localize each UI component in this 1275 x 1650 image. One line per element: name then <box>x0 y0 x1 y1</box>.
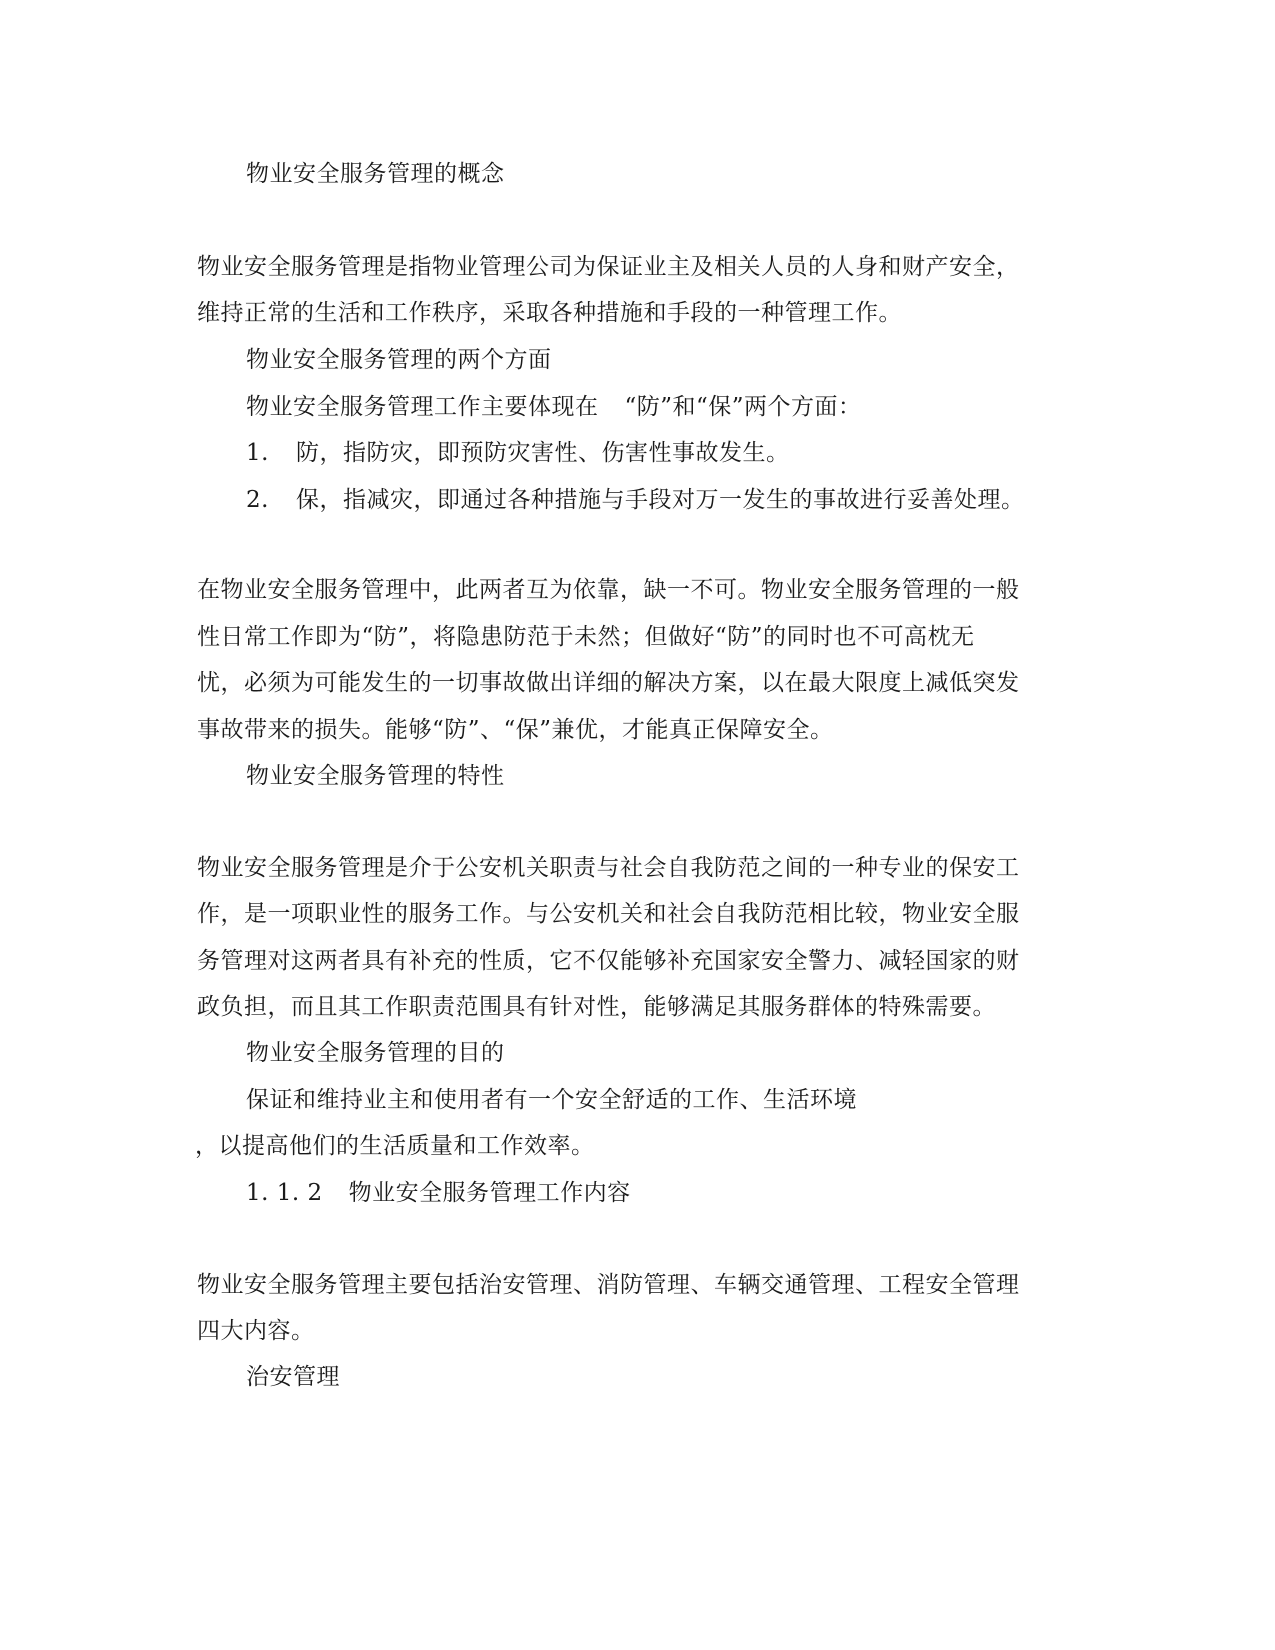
paragraph-line: 事故带来的损失。能够“防”、“保”兼优，才能真正保障安全。 <box>197 717 834 743</box>
paragraph-line: 在物业安全服务管理中，此两者互为依靠，缺一不可。物业安全服务管理的一般 <box>197 577 1020 603</box>
purpose-line: ，以提高他们的生活质量和工作效率。 <box>195 1133 595 1159</box>
paragraph-line: 物业安全服务管理是指物业管理公司为保证业主及相关人员的人身和财产安全， <box>197 254 1020 280</box>
intro-text-part2: “防”和“保”两个方面： <box>624 394 862 420</box>
heading-work-content <box>246 1178 631 1208</box>
paragraph-line: 政负担，而且其工作职责范围具有针对性，能够满足其服务群体的特殊需要。 <box>197 994 996 1020</box>
list-text: 保，指减灾，即通过各种措施与手段对万一发生的事故进行妥善处理。 <box>296 487 1025 513</box>
heading-two-aspects: 物业安全服务管理的两个方面 <box>246 347 552 373</box>
heading-purpose: 物业安全服务管理的目的 <box>246 1040 505 1066</box>
heading-characteristics: 物业安全服务管理的特性 <box>246 763 505 789</box>
heading-public-security: 治安管理 <box>246 1364 340 1390</box>
list-item <box>246 485 1025 515</box>
purpose-line: 保证和维持业主和使用者有一个安全舒适的工作、生活环境 <box>246 1087 857 1113</box>
paragraph-line: 忧，必须为可能发生的一切事故做出详细的解决方案，以在最大限度上减低突发 <box>197 670 1020 696</box>
list-item <box>246 438 790 468</box>
paragraph-line: 维持正常的生活和工作秩序，采取各种措施和手段的一种管理工作。 <box>197 300 902 326</box>
list-text: 防，指防灾，即预防灾害性、伤害性事故发生。 <box>296 440 790 466</box>
section-title: 物业安全服务管理工作内容 <box>348 1180 631 1206</box>
paragraph-line: 物业安全服务管理是介于公安机关职责与社会自我防范之间的一种专业的保安工 <box>197 855 1020 881</box>
paragraph-line: 务管理对这两者具有补充的性质，它不仅能够补充国家安全警力、减轻国家的财 <box>197 948 1020 974</box>
paragraph-line: 物业安全服务管理主要包括治安管理、消防管理、车辆交通管理、工程安全管理 <box>197 1272 1020 1298</box>
paragraph-line: 性日常工作即为“防”，将隐患防范于未然；但做好“防”的同时也不可高枕无 <box>197 624 975 650</box>
list-number: 2. <box>246 487 269 513</box>
paragraph-line: 作，是一项职业性的服务工作。与公安机关和社会自我防范相比较，物业安全服 <box>197 901 1020 927</box>
paragraph-line: 四大内容。 <box>197 1318 315 1344</box>
heading-concept: 物业安全服务管理的概念 <box>246 161 505 187</box>
list-number: 1. <box>246 440 269 466</box>
intro-text-part1: 物业安全服务管理工作主要体现在 <box>246 394 599 420</box>
section-number: 1. 1. 2 <box>246 1180 323 1206</box>
two-aspects-intro <box>246 392 862 422</box>
